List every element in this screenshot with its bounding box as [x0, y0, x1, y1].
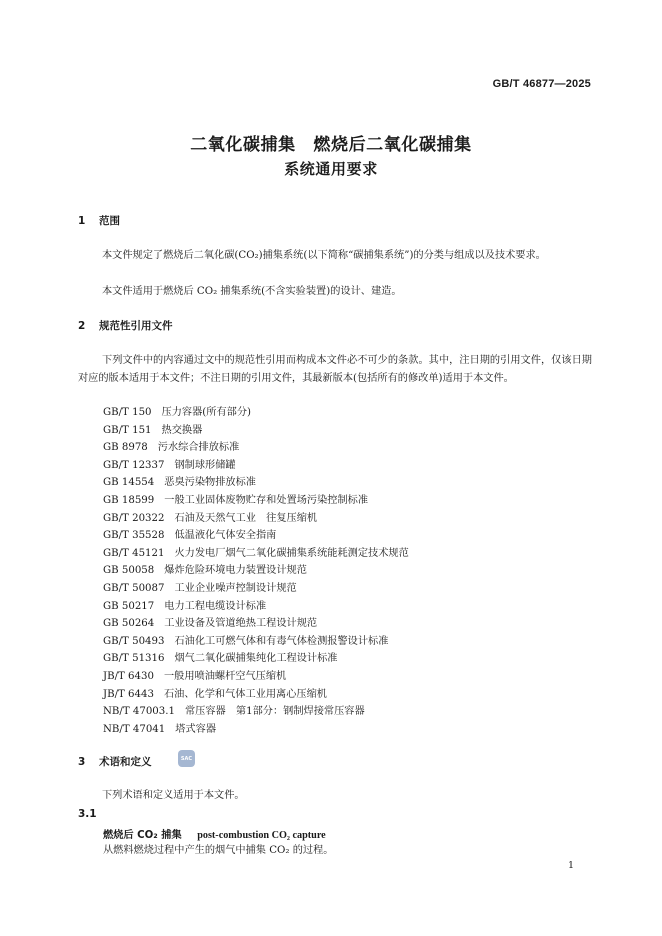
- reference-title: 石油及天然气工业 往复压缩机: [174, 512, 318, 524]
- standard-number: GB/T 46877—2025: [492, 78, 591, 90]
- reference-item: [103, 650, 583, 668]
- reference-item: [103, 545, 583, 563]
- section-2-intro: 下列文件中的内容通过文中的规范性引用而构成本文件必不可少的条款。其中，注日期的引用文件，仅该日期对应的版本适用于本文件；不注日期的引用文件，其最新版本(包括所有的修改单)适用于本文件。: [78, 355, 592, 384]
- reference-code: GB/T 51316: [103, 653, 165, 665]
- reference-code: NB/T 47003.1: [103, 706, 175, 718]
- reference-code: NB/T 47041: [103, 723, 166, 735]
- reference-code: GB/T 35528: [103, 530, 165, 542]
- reference-title: 烟气二氧化碳捕集纯化工程设计标准: [174, 653, 338, 665]
- reference-title: 热交换器: [161, 424, 203, 436]
- reference-item: [103, 510, 583, 528]
- reference-code: GB/T 151: [103, 424, 152, 436]
- reference-title: 污水综合排放标准: [157, 442, 240, 454]
- term-number: 3.1: [78, 808, 97, 820]
- reference-item: [103, 721, 583, 739]
- section-2-title: 规范性引用文件: [99, 320, 173, 332]
- reference-item: [103, 439, 583, 457]
- term-definition: 从燃料燃烧过程中产生的烟气中捕集 CO₂ 的过程。: [103, 845, 334, 856]
- reference-title: 恶臭污染物排放标准: [164, 477, 256, 489]
- section-3-intro: 下列术语和定义适用于本文件。: [102, 790, 245, 801]
- reference-title: 石油、化学和气体工业用离心压缩机: [163, 688, 327, 700]
- reference-item: [103, 615, 583, 633]
- reference-item: [103, 404, 583, 422]
- reference-code: GB/T 50087: [103, 582, 165, 594]
- reference-title: 电力工程电缆设计标准: [164, 600, 267, 612]
- reference-code: GB/T 12337: [103, 459, 165, 471]
- reference-code: JB/T 6443: [103, 688, 154, 700]
- reference-title: 一般用喷油螺杆空气压缩机: [163, 670, 287, 682]
- reference-title: 钢制球形储罐: [174, 459, 236, 471]
- section-1-heading: [78, 213, 120, 228]
- reference-title: 工业企业噪声控制设计规范: [174, 582, 297, 594]
- section-3-heading: [78, 754, 152, 769]
- reference-code: GB 18599: [103, 494, 155, 506]
- reference-item: [103, 633, 583, 651]
- document-title: [0, 134, 662, 179]
- reference-title: 石油化工可燃气体和有毒气体检测报警设计标准: [174, 635, 389, 647]
- section-2-heading: [78, 318, 173, 333]
- reference-code: GB 50217: [103, 600, 155, 612]
- reference-item: [103, 562, 583, 580]
- reference-code: GB 50264: [103, 618, 155, 630]
- reference-item: [103, 492, 583, 510]
- title-line-2: 系统通用要求: [284, 160, 378, 178]
- section-1-title: 范围: [99, 215, 120, 227]
- reference-list: [103, 404, 583, 738]
- page-number: 1: [567, 860, 574, 871]
- reference-code: GB 50058: [103, 565, 155, 577]
- reference-item: [103, 668, 583, 686]
- reference-code: JB/T 6430: [103, 670, 154, 682]
- section-2-number: 2: [78, 319, 86, 332]
- section-1-number: 1: [78, 214, 86, 227]
- section-3-title: 术语和定义: [99, 756, 152, 768]
- reference-item: [103, 686, 583, 704]
- reference-title: 火力发电厂烟气二氧化碳捕集系统能耗测定技术规范: [174, 547, 409, 559]
- reference-code: GB/T 20322: [103, 512, 165, 524]
- reference-title: 工业设备及管道绝热工程设计规范: [164, 618, 318, 630]
- term-chinese: 燃烧后 CO₂ 捕集: [103, 830, 182, 841]
- reference-item: [103, 598, 583, 616]
- reference-code: GB 14554: [103, 477, 155, 489]
- reference-item: [103, 422, 583, 440]
- reference-title: 一般工业固体废物贮存和处置场污染控制标准: [164, 494, 369, 506]
- reference-item: [103, 457, 583, 475]
- reference-code: GB/T 50493: [103, 635, 165, 647]
- term-english: post-combustion CO₂ capture: [197, 830, 326, 841]
- reference-item: [103, 703, 583, 721]
- standard-stamp-icon: SAC: [178, 750, 195, 767]
- reference-title: 爆炸危险环境电力装置设计规范: [164, 565, 307, 577]
- reference-title: 低温液化气体安全指南: [174, 530, 277, 542]
- section-1-paragraph-1: 本文件规定了燃烧后二氧化碳(CO₂)捕集系统(以下简称“碳捕集系统”)的分类与组成以及技术要求。: [102, 250, 546, 261]
- term-entry: [103, 826, 326, 841]
- reference-title: 压力容器(所有部分): [161, 407, 251, 418]
- reference-code: GB/T 150: [103, 407, 152, 418]
- reference-code: GB 8978: [103, 442, 148, 454]
- section-1-paragraph-2: 本文件适用于燃烧后 CO₂ 捕集系统(不含实验装置)的设计、建造。: [102, 286, 402, 297]
- reference-code: GB/T 45121: [103, 547, 165, 559]
- reference-item: [103, 580, 583, 598]
- title-line-1: 二氧化碳捕集 燃烧后二氧化碳捕集: [190, 135, 472, 155]
- reference-item: [103, 527, 583, 545]
- section-3-number: 3: [78, 755, 86, 768]
- reference-title: 塔式容器: [175, 723, 217, 735]
- reference-title: 常压容器 第1部分：钢制焊接常压容器: [185, 706, 365, 718]
- reference-item: [103, 474, 583, 492]
